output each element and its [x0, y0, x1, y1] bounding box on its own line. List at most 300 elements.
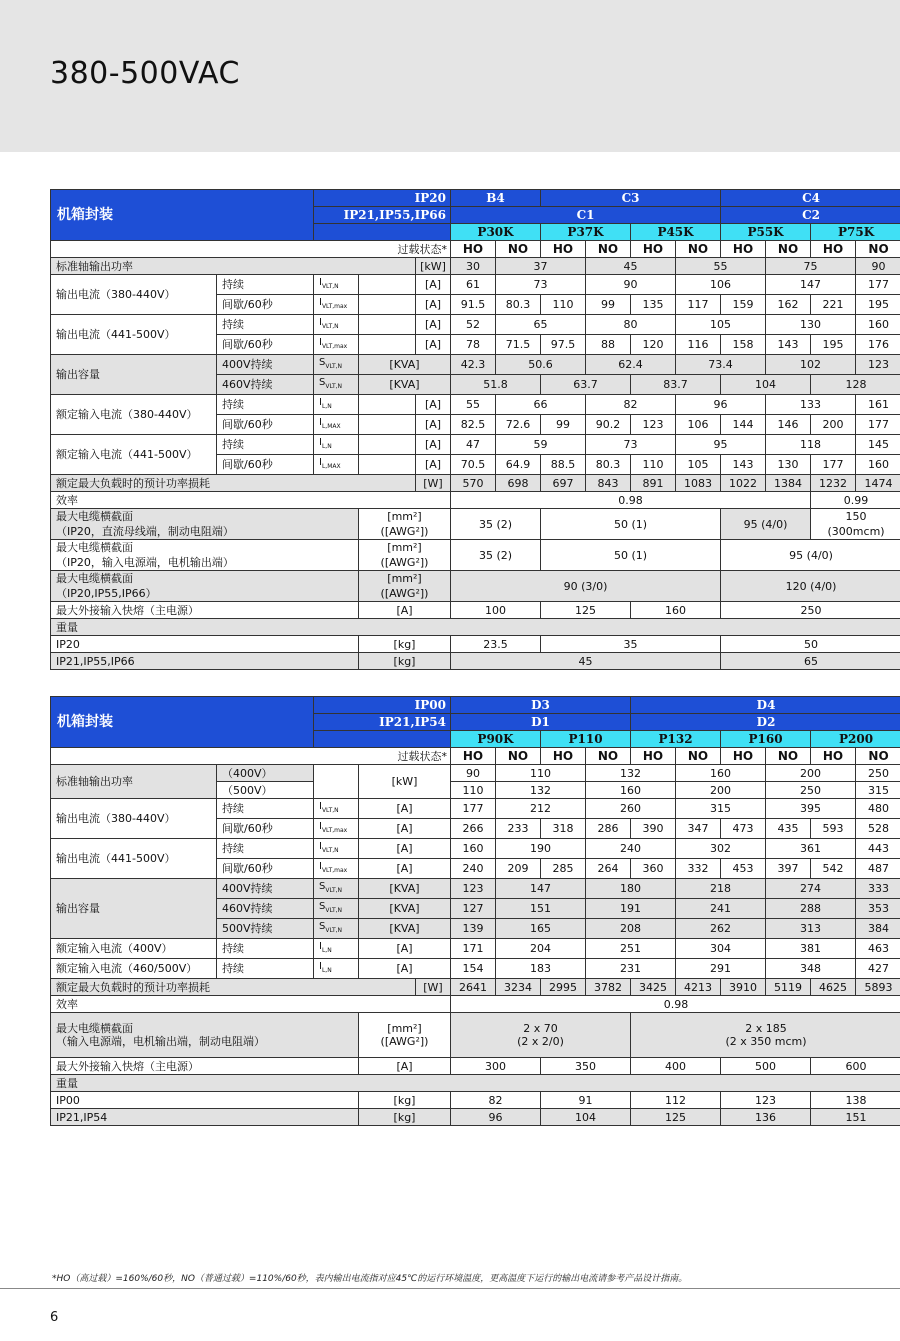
cell: 110 [451, 782, 496, 799]
cell: 144 [721, 415, 766, 435]
cell: 291 [676, 959, 766, 979]
enclosure-ip21: IP21,IP55,IP66 [314, 207, 451, 224]
sub-label: 持续 [217, 799, 314, 819]
symbol: $I_{VLT,max}$ [314, 819, 359, 839]
cell: 2 x 70 (2 x 2/0) [451, 1013, 631, 1058]
unit: [kg] [359, 1109, 451, 1126]
row-weight-header [51, 619, 900, 636]
cell: 891 [631, 475, 676, 492]
cell: 250 [721, 602, 900, 619]
cell: 288 [766, 899, 856, 919]
symbol: $I_{VLT,max}$ [314, 295, 359, 315]
unit: [W] [416, 979, 451, 996]
row-label: 额定最大负载时的预计功率损耗 [51, 979, 416, 996]
cell: 3910 [721, 979, 766, 996]
cell: 241 [676, 899, 766, 919]
cell: 240 [586, 839, 676, 859]
unit: [A] [359, 939, 451, 959]
row-label: 重量 [51, 619, 900, 636]
cell: 600 [811, 1058, 900, 1075]
cell: 132 [496, 782, 586, 799]
sub-label: 持续 [217, 939, 314, 959]
row-efficiency [51, 996, 900, 1013]
row-label: 标准轴输出功率 [51, 765, 217, 799]
symbol: $I_{L,N}$ [314, 435, 359, 455]
ho-header: HO [541, 241, 586, 258]
cell: 147 [766, 275, 856, 295]
cell: 264 [586, 859, 631, 879]
cell: 70.5 [451, 455, 496, 475]
cell: 360 [631, 859, 676, 879]
no-header: NO [856, 748, 900, 765]
symbol: $I_{VLT,N}$ [314, 839, 359, 859]
cell: 55 [451, 395, 496, 415]
row-label: 输出电流（441-500V） [51, 839, 217, 879]
row-fuse [51, 602, 900, 619]
cell: 73 [496, 275, 586, 295]
row-input-current-400 [51, 939, 900, 959]
cell: 260 [586, 799, 676, 819]
cell: 3234 [496, 979, 541, 996]
cell: 110 [496, 765, 586, 782]
cell: 570 [451, 475, 496, 492]
row-shaft-power [51, 258, 900, 275]
sub-label: 间歇/60秒 [217, 415, 314, 435]
cell: 65 [496, 315, 586, 335]
cell: 145 [856, 435, 900, 455]
cell: 99 [586, 295, 631, 315]
no-header: NO [856, 241, 900, 258]
unit: [A] [359, 859, 451, 879]
unit: [A] [416, 315, 451, 335]
cell: 315 [856, 782, 900, 799]
cell: 183 [496, 959, 586, 979]
symbol: $I_{VLT,N}$ [314, 275, 359, 295]
cell: 0.99 [811, 492, 900, 509]
enclosure-title: 机箱封装 [51, 697, 314, 748]
cell: 159 [721, 295, 766, 315]
symbol: $S_{VLT,N}$ [314, 899, 359, 919]
row-cable [51, 1013, 900, 1058]
cell: 333 [856, 879, 900, 899]
cell: 61 [451, 275, 496, 295]
unit: [A] [359, 602, 451, 619]
cell: 384 [856, 919, 900, 939]
cell: 80.3 [496, 295, 541, 315]
cell: 72.6 [496, 415, 541, 435]
no-header: NO [676, 748, 721, 765]
row-label: 最大外接输入快熔（主电源） [51, 602, 359, 619]
symbol: $I_{VLT,N}$ [314, 315, 359, 335]
cell: 381 [766, 939, 856, 959]
cell: 2995 [541, 979, 586, 996]
cell: 80.3 [586, 455, 631, 475]
ho-header: HO [541, 748, 586, 765]
unit: [KVA] [359, 355, 451, 375]
row-input-current-380 [51, 395, 900, 415]
ho-header: HO [721, 241, 766, 258]
model-header-blank [314, 224, 451, 241]
unit: [mm²] ([AWG²]) [359, 1013, 451, 1058]
cell: 453 [721, 859, 766, 879]
cell: 395 [766, 799, 856, 819]
cell: 151 [811, 1109, 900, 1126]
cell: 82 [586, 395, 676, 415]
sub-label: 460V持续 [217, 375, 314, 395]
cell: 176 [856, 335, 900, 355]
cell: 158 [721, 335, 766, 355]
cell: 102 [766, 355, 856, 375]
cell: 191 [586, 899, 676, 919]
unit: [A] [359, 959, 451, 979]
ho-header: HO [451, 241, 496, 258]
model-p200: P200 [811, 731, 900, 748]
unit: [KVA] [359, 879, 451, 899]
spec-table-d-frames [50, 696, 900, 1126]
cell: 231 [586, 959, 676, 979]
row-label: 效率 [51, 996, 451, 1013]
sub-label: 持续 [217, 959, 314, 979]
no-header: NO [586, 748, 631, 765]
row-shaft-power [51, 765, 900, 782]
unit: [A] [359, 799, 451, 819]
enclosure-ip21: IP21,IP54 [314, 714, 451, 731]
cell: 233 [496, 819, 541, 839]
frame-d3: D3 [451, 697, 631, 714]
unit: [A] [359, 819, 451, 839]
cell: 99 [541, 415, 586, 435]
cell: 35 (2) [451, 509, 541, 540]
cell: 63.7 [541, 375, 631, 395]
no-header: NO [496, 748, 541, 765]
cell: 95 (4/0) [721, 540, 900, 571]
unit: [kg] [359, 653, 451, 670]
cell: 51.8 [451, 375, 541, 395]
cell: 75 [766, 258, 856, 275]
cell: 843 [586, 475, 631, 492]
sub-label: （500V） [217, 782, 314, 799]
cell: 195 [811, 335, 856, 355]
cell: 105 [676, 455, 721, 475]
row-label: 额定输入电流（380-440V） [51, 395, 217, 435]
unit: [KVA] [359, 919, 451, 939]
cell: 162 [766, 295, 811, 315]
no-header: NO [586, 241, 631, 258]
cell: 177 [811, 455, 856, 475]
enclosure-ip00: IP00 [314, 697, 451, 714]
cell: 104 [721, 375, 811, 395]
row-label: IP20 [51, 636, 359, 653]
cell: 266 [451, 819, 496, 839]
cell: 50.6 [496, 355, 586, 375]
cell: 82.5 [451, 415, 496, 435]
cell: 50 (1) [541, 540, 721, 571]
cell: 35 [541, 636, 721, 653]
row-weight-ip21 [51, 1109, 900, 1126]
cell: 128 [811, 375, 900, 395]
cell: 1022 [721, 475, 766, 492]
row-fuse [51, 1058, 900, 1075]
unit: [A] [416, 395, 451, 415]
cell: 73.4 [676, 355, 766, 375]
cell: 177 [451, 799, 496, 819]
cell: 0.98 [451, 996, 900, 1013]
row-label: 最大电缆横截面 （IP20，直流母线端，制动电阻端） [51, 509, 359, 540]
symbol: $S_{VLT,N}$ [314, 919, 359, 939]
sub-label: 400V持续 [217, 355, 314, 375]
cell: 177 [856, 275, 900, 295]
row-label: 最大电缆横截面 （IP20,IP55,IP66） [51, 571, 359, 602]
cell: 138 [811, 1092, 900, 1109]
unit: [A] [359, 1058, 451, 1075]
sub-label: 间歇/60秒 [217, 295, 314, 315]
row-output-current-441 [51, 839, 900, 859]
unit: [W] [416, 475, 451, 492]
cell: 1083 [676, 475, 721, 492]
cell: 123 [856, 355, 900, 375]
cell: 55 [676, 258, 766, 275]
row-label: 标准轴输出功率 [51, 258, 416, 275]
cell: 315 [676, 799, 766, 819]
cell: 286 [586, 819, 631, 839]
symbol: $I_{L,MAX}$ [314, 415, 359, 435]
cell: 42.3 [451, 355, 496, 375]
row-label: IP00 [51, 1092, 359, 1109]
footer-divider [0, 1288, 900, 1289]
cell: 160 [451, 839, 496, 859]
page-number: 6 [50, 1310, 59, 1325]
sub-label: 持续 [217, 435, 314, 455]
model-p132: P132 [631, 731, 721, 748]
cell: 105 [676, 315, 766, 335]
model-p37k: P37K [541, 224, 631, 241]
model-p160: P160 [721, 731, 811, 748]
cell: 435 [766, 819, 811, 839]
cell: 463 [856, 939, 900, 959]
model-header-blank [314, 731, 451, 748]
cell: 165 [496, 919, 586, 939]
cell: 45 [451, 653, 721, 670]
cell: 200 [766, 765, 856, 782]
unit: [A] [416, 295, 451, 315]
footnote: *HO（高过载）=160%/60秒，NO（普通过载）=110%/60秒，表内输出电流指对应45℃的运行环境温度，更高温度下运行的输出电流请参考产品设计指南。 [52, 1274, 688, 1284]
sub-label: 500V持续 [217, 919, 314, 939]
unit: [kW] [416, 258, 451, 275]
cell: 262 [676, 919, 766, 939]
cell: 143 [766, 335, 811, 355]
symbol: $I_{VLT,max}$ [314, 335, 359, 355]
cell: 90 [586, 275, 676, 295]
model-p55k: P55K [721, 224, 811, 241]
cell: 5119 [766, 979, 811, 996]
cell: 30 [451, 258, 496, 275]
cell: 90 [451, 765, 496, 782]
row-label: 输出容量 [51, 355, 217, 395]
model-p90k: P90K [451, 731, 541, 748]
row-output-current-380 [51, 799, 900, 819]
cell: 397 [766, 859, 811, 879]
cell: 542 [811, 859, 856, 879]
ho-header: HO [631, 748, 676, 765]
page-title: 380-500VAC [50, 56, 240, 91]
cell: 106 [676, 275, 766, 295]
row-label: 输出容量 [51, 879, 217, 939]
cell: 120 (4/0) [721, 571, 900, 602]
spec-table-c-frames [50, 189, 900, 670]
unit: [mm²] ([AWG²]) [359, 571, 451, 602]
overload-label: 过载状态* [51, 241, 451, 258]
cell: 160 [586, 782, 676, 799]
row-input-current-460 [51, 959, 900, 979]
cell: 500 [721, 1058, 811, 1075]
cell: 212 [496, 799, 586, 819]
cell: 45 [586, 258, 676, 275]
cell: 3782 [586, 979, 631, 996]
cell: 90 [856, 258, 900, 275]
symbol: $I_{L,N}$ [314, 395, 359, 415]
frame-d4: D4 [631, 697, 900, 714]
cell: 348 [766, 959, 856, 979]
ho-header: HO [631, 241, 676, 258]
cell: 332 [676, 859, 721, 879]
frame-c4: C4 [721, 190, 900, 207]
cell: 96 [451, 1109, 541, 1126]
unit: [KVA] [359, 899, 451, 919]
cell: 82 [451, 1092, 541, 1109]
row-label: 效率 [51, 492, 451, 509]
cell: 2 x 185 (2 x 350 mcm) [631, 1013, 900, 1058]
row-cable-dc-brake [51, 509, 900, 540]
sub-label: 持续 [217, 315, 314, 335]
row-weight-header [51, 1075, 900, 1092]
symbol: $I_{L,N}$ [314, 959, 359, 979]
cell: 59 [496, 435, 586, 455]
frame-c3: C3 [541, 190, 721, 207]
sub-label: 400V持续 [217, 879, 314, 899]
cell: 160 [856, 455, 900, 475]
cell: 135 [631, 295, 676, 315]
cell: 190 [496, 839, 586, 859]
model-p45k: P45K [631, 224, 721, 241]
cell: 1384 [766, 475, 811, 492]
cell: 132 [586, 765, 676, 782]
sub-label: 间歇/60秒 [217, 859, 314, 879]
cell: 104 [541, 1109, 631, 1126]
cell: 106 [676, 415, 721, 435]
sub-label: 间歇/60秒 [217, 455, 314, 475]
cell: 120 [631, 335, 676, 355]
row-output-capacity [51, 879, 900, 899]
unit: [mm²] ([AWG²]) [359, 540, 451, 571]
cell: 118 [766, 435, 856, 455]
cell: 593 [811, 819, 856, 839]
cell: 347 [676, 819, 721, 839]
cell: 143 [721, 455, 766, 475]
cell: 62.4 [586, 355, 676, 375]
cell: 204 [496, 939, 586, 959]
cell: 177 [856, 415, 900, 435]
unit: [kW] [359, 765, 451, 799]
cell: 116 [676, 335, 721, 355]
cell: 318 [541, 819, 586, 839]
unit: [kg] [359, 636, 451, 653]
cell: 88 [586, 335, 631, 355]
sub-label: 460V持续 [217, 899, 314, 919]
row-label: 额定输入电流（441-500V） [51, 435, 217, 475]
cell: 95 [676, 435, 766, 455]
cell: 208 [586, 919, 676, 939]
ho-header: HO [811, 748, 856, 765]
cell: 112 [631, 1092, 721, 1109]
cell: 161 [856, 395, 900, 415]
unit: [A] [416, 415, 451, 435]
row-label: 最大外接输入快熔（主电源） [51, 1058, 359, 1075]
cell: 427 [856, 959, 900, 979]
cell: 123 [451, 879, 496, 899]
row-power-loss [51, 475, 900, 492]
row-weight-ip00 [51, 1092, 900, 1109]
cell: 110 [631, 455, 676, 475]
cell: 100 [451, 602, 541, 619]
cell: 83.7 [631, 375, 721, 395]
cell: 361 [766, 839, 856, 859]
sub-label: 间歇/60秒 [217, 335, 314, 355]
symbol: $I_{L,MAX}$ [314, 455, 359, 475]
cell: 150 (300mcm) [811, 509, 900, 540]
row-label: 额定输入电流（400V） [51, 939, 217, 959]
row-label: 输出电流（380-440V） [51, 275, 217, 315]
frame-d2: D2 [631, 714, 900, 731]
ho-header: HO [721, 748, 766, 765]
cell: 65 [721, 653, 900, 670]
cell: 1232 [811, 475, 856, 492]
cell: 313 [766, 919, 856, 939]
cell: 130 [766, 315, 856, 335]
symbol: $S_{VLT,N}$ [314, 375, 359, 395]
row-label: 额定最大负载时的预计功率损耗 [51, 475, 416, 492]
cell: 50 (1) [541, 509, 721, 540]
symbol: $I_{VLT,N}$ [314, 799, 359, 819]
cell: 3425 [631, 979, 676, 996]
row-efficiency [51, 492, 900, 509]
sub-label: 持续 [217, 839, 314, 859]
cell: 91.5 [451, 295, 496, 315]
sub-label: （400V） [217, 765, 314, 782]
model-p110: P110 [541, 731, 631, 748]
ho-header: HO [451, 748, 496, 765]
cell: 698 [496, 475, 541, 492]
row-input-current-441 [51, 435, 900, 455]
cell: 91 [541, 1092, 631, 1109]
ho-header: HO [811, 241, 856, 258]
frame-b4: B4 [451, 190, 541, 207]
cell: 66 [496, 395, 586, 415]
row-label: IP21,IP55,IP66 [51, 653, 359, 670]
cell: 88.5 [541, 455, 586, 475]
cell: 160 [676, 765, 766, 782]
cell: 125 [541, 602, 631, 619]
cell: 400 [631, 1058, 721, 1075]
row-label: 输出电流（441-500V） [51, 315, 217, 355]
unit: [A] [359, 839, 451, 859]
row-label: 输出电流（380-440V） [51, 799, 217, 839]
row-label: 最大电缆横截面 （输入电源端，电机输出端，制动电阻端） [51, 1013, 359, 1058]
sub-label: 间歇/60秒 [217, 819, 314, 839]
cell: 50 [721, 636, 900, 653]
model-p30k: P30K [451, 224, 541, 241]
row-cable-ip [51, 571, 900, 602]
cell: 151 [496, 899, 586, 919]
